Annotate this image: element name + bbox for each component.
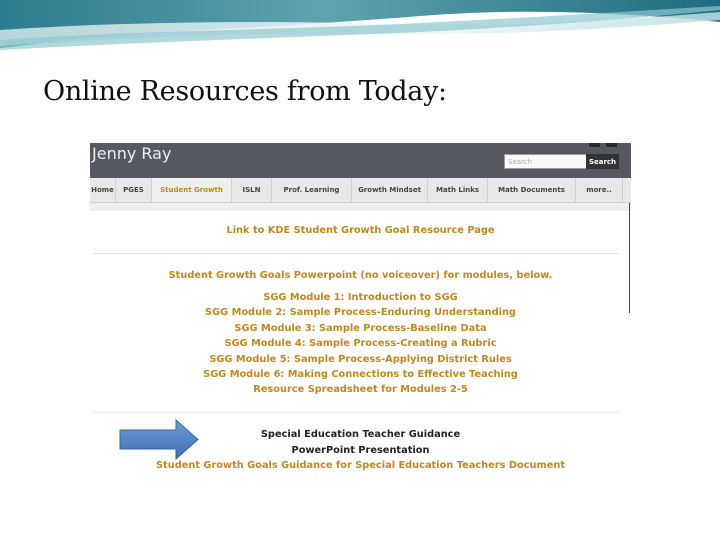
sped-powerpoint-link[interactable]: PowerPoint Presentation (291, 445, 430, 456)
header-icon[interactable] (606, 143, 617, 147)
nav-item-student-growth[interactable]: Student Growth (152, 178, 232, 202)
module-link[interactable]: SGG Module 6: Making Connections to Effective Teaching (203, 369, 518, 380)
decorative-banner (0, 0, 720, 56)
nav-item-growth-mindset[interactable]: Growth Mindset (352, 178, 428, 202)
main-nav (90, 178, 631, 203)
module-link[interactable]: SGG Module 2: Sample Process-Enduring Understanding (205, 307, 516, 318)
nav-item-more[interactable]: more.. (576, 178, 623, 202)
nav-substrip (90, 203, 631, 211)
nav-item-pges[interactable]: PGES (116, 178, 152, 202)
powerpoint-heading-link[interactable]: Student Growth Goals Powerpoint (no voiceover) for modules, below. (168, 270, 553, 281)
nav-item-home[interactable]: Home (90, 178, 116, 202)
site-name[interactable]: Jenny Ray (92, 144, 172, 163)
header-icon[interactable] (589, 143, 600, 147)
kde-resource-link[interactable]: Link to KDE Student Growth Goal Resource Page (226, 225, 495, 236)
slide-title: Online Resources from Today: (43, 76, 447, 107)
divider (93, 412, 619, 413)
module-link[interactable]: SGG Module 4: Sample Process-Creating a Rubric (224, 338, 497, 349)
resource-spreadsheet-link[interactable]: Resource Spreadsheet for Modules 2-5 (253, 384, 468, 395)
site-header (90, 143, 631, 178)
sped-document-link[interactable]: Student Growth Goals Guidance for Special Education Teachers Document (155, 460, 566, 471)
nav-item-isln[interactable]: ISLN (232, 178, 272, 202)
arrow-pointer (119, 419, 199, 460)
nav-item-math-documents[interactable]: Math Documents (488, 178, 576, 202)
module-link[interactable]: SGG Module 1: Introduction to SGG (263, 292, 458, 303)
nav-item-prof-learning[interactable]: Prof. Learning (272, 178, 352, 202)
module-link[interactable]: SGG Module 3: Sample Process-Baseline Data (234, 323, 487, 334)
divider (93, 253, 619, 254)
sped-guidance-heading: Special Education Teacher Guidance (260, 429, 461, 440)
search-button[interactable]: Search (586, 154, 619, 169)
search-input[interactable] (504, 154, 587, 169)
nav-item-math-links[interactable]: Math Links (428, 178, 488, 202)
module-link[interactable]: SGG Module 5: Sample Process-Applying District Rules (209, 354, 512, 365)
